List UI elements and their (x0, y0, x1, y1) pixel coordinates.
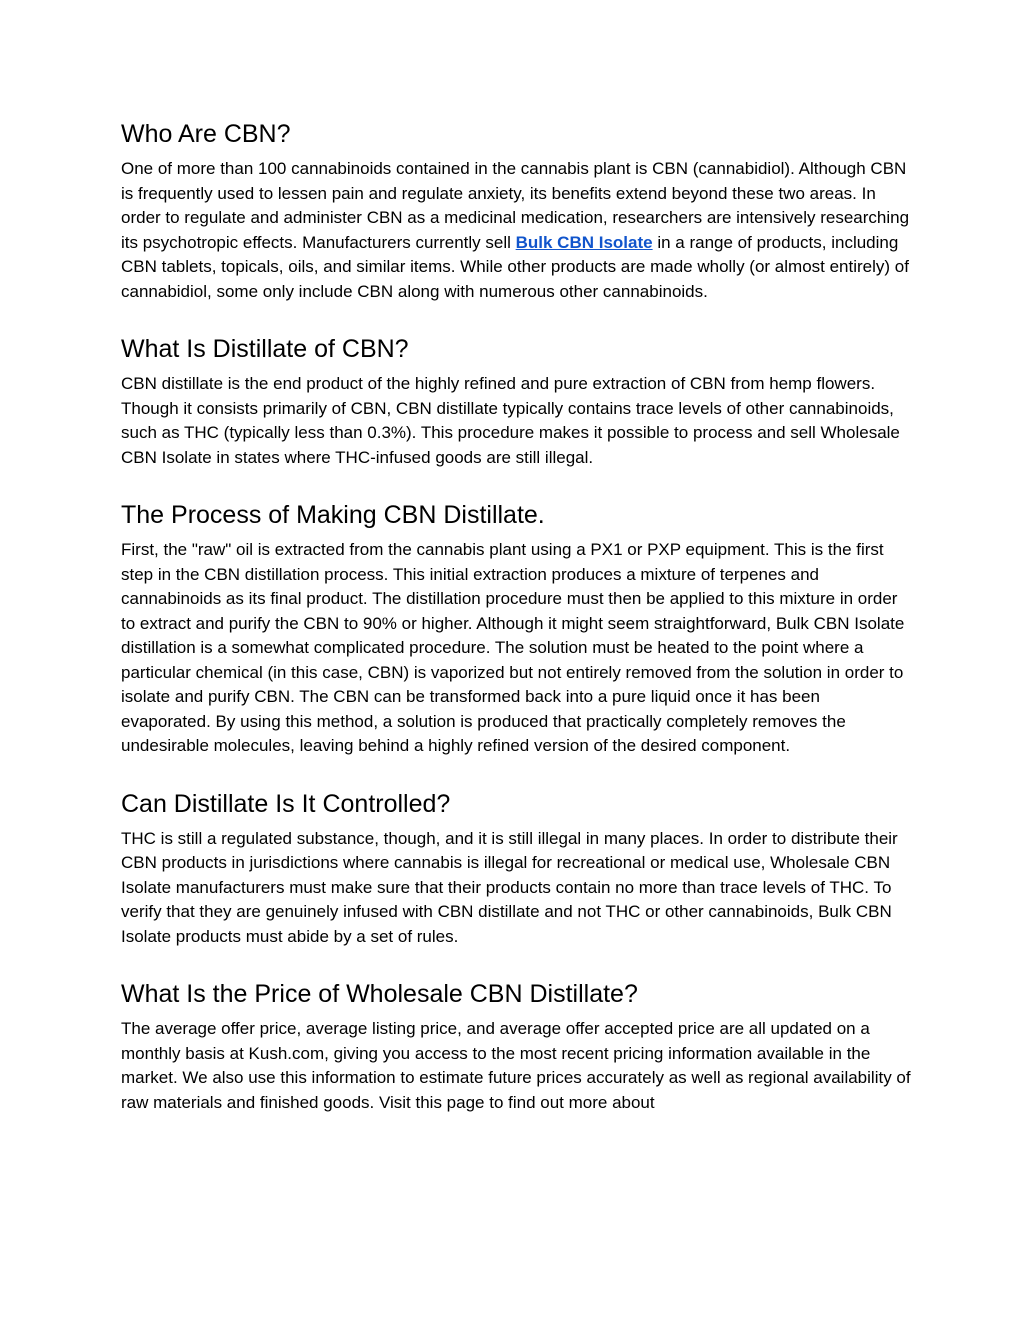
paragraph-text: in a range of products, including CBN tablets, topicals, oils, and similar items. While other products are made wholly (or almost entirely) of cannabidiol, some only include CBN along with numerous other cannabinoids. (121, 232, 909, 301)
section-paragraph: First, the "raw" oil is extracted from the cannabis plant using a PX1 or PXP equipment. This is the first step in the CBN distillation process. This initial extraction produces a mixture of terpenes and cannabinoids as its final product. The distillation procedure must then be applied to this mixture in order to extract and purify the CBN to 90% or higher. Although it might seem straightforward, Bulk CBN Isolate distillation is a somewhat complicated procedure. The solution must be heated to the point where a particular chemical (in this case, CBN) is vaporized but not entirely removed from the solution in order to isolate and purify CBN. The CBN can be transformed back into a pure liquid once it has been evaporated. By using this method, a solution is produced that practically completely removes the undesirable molecules, leaving behind a highly refined version of the desired component. (121, 540, 905, 755)
section-who-are-cbn (121, 117, 911, 304)
section-paragraph: The average offer price, average listing price, and average offer accepted price are all updated on a monthly basis at Kush.com, giving you access to the most recent pricing information available in the market. We also use this information to estimate future prices accurately as well as regional availability of raw materials and finished goods. Visit this page to find out more about (121, 1019, 911, 1112)
section-controlled (121, 787, 911, 950)
section-heading: Who Are CBN? (121, 120, 291, 148)
section-heading: What Is the Price of Wholesale CBN Distillate? (121, 980, 638, 1008)
paragraph-text: One of more than 100 cannabinoids contained in the cannabis plant is CBN (cannabidiol). Although CBN is frequently used to lessen pain and regulate anxiety, its benefits extend beyond these two areas. In order to regulate and administer CBN as a medicinal medication, researchers are intensively researching its psychotropic effects. Manufacturers currently sell (121, 159, 910, 252)
bulk-cbn-isolate-link[interactable]: Bulk CBN Isolate (515, 232, 653, 252)
section-process (121, 498, 911, 759)
section-paragraph (121, 157, 911, 304)
section-paragraph: CBN distillate is the end product of the highly refined and pure extraction of CBN from hemp flowers. Though it consists primarily of CBN, CBN distillate typically contains trace levels of other cannabinoids, such as THC (typically less than 0.3%). This procedure makes it possible to process and sell Wholesale CBN Isolate in states where THC-infused goods are still illegal. (121, 374, 900, 467)
section-heading: Can Distillate Is It Controlled? (121, 789, 451, 818)
section-paragraph: THC is still a regulated substance, though, and it is still illegal in many places. In order to distribute their CBN products in jurisdictions where cannabis is illegal for recreational or medical use, Wholesale CBN Isolate manufacturers must make sure that their products contain no more than trace levels of THC. To verify that they are genuinely infused with CBN distillate and not THC or other cannabinoids, Bulk CBN Isolate products must abide by a set of rules. (121, 828, 898, 946)
section-what-is-distillate (121, 332, 911, 470)
document-page (121, 117, 911, 1143)
section-heading: The Process of Making CBN Distillate. (121, 501, 545, 529)
section-heading: What Is Distillate of CBN? (121, 335, 409, 363)
section-price (121, 977, 911, 1115)
